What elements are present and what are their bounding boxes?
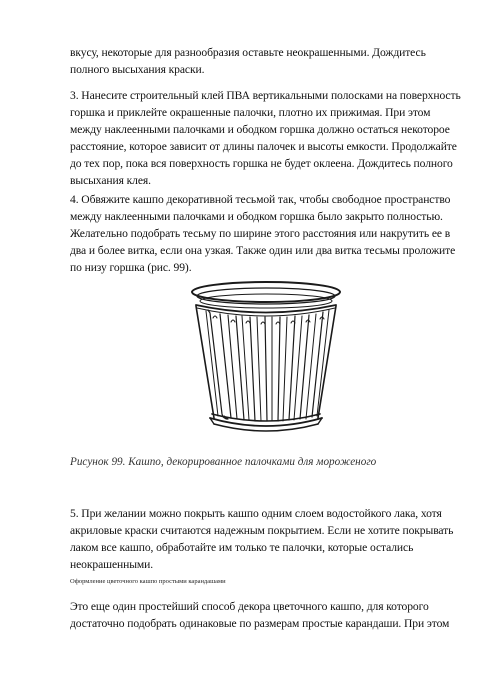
paragraph-paint-drying <box>70 44 450 78</box>
pot-illustration <box>186 278 346 440</box>
text-line: до тех пор, пока вся поверхность горшка не будет оклеена. Дождитесь полного <box>70 157 453 170</box>
text-line: высыхания клея. <box>70 174 151 187</box>
section-subheading: Оформление цветочного кашпо простыми карандашами <box>70 578 226 585</box>
text-line: полного высыхания краски. <box>70 63 205 76</box>
text-line: неокрашенными. <box>70 558 154 571</box>
text-line: достаточно подобрать одинаковые по размерам простые карандаши. При этом <box>70 617 450 630</box>
figure-caption: Рисунок 99. Кашпо, декорированное палочками для мороженого <box>70 456 377 468</box>
text-line: по низу горшка (рис. 99). <box>70 261 192 274</box>
text-line: 5. При желании можно покрыть кашпо одним слоем водостойкого лака, хотя <box>70 507 442 520</box>
text-line: акриловые краски считаются надежным покрытием. Если не хотите покрывать <box>70 524 454 537</box>
text-line: 3. Нанесите строительный клей ПВА вертикальными полосками на поверхность <box>70 89 461 102</box>
paragraph-pencils-intro <box>70 598 450 632</box>
paragraph-step-4 <box>70 191 456 276</box>
figure-decorated-pot <box>186 278 346 440</box>
text-line: Желательно подобрать тесьму по ширине этого расстояния или накрутить ее в <box>70 227 451 240</box>
paragraph-step-3 <box>70 87 461 189</box>
text-line: лаком все кашпо, обработайте им только те палочки, которые остались <box>70 541 414 554</box>
text-line: между наклеенными палочками и ободком горшка должно остаться некоторое <box>70 123 450 136</box>
text-line: горшка и приклейте окрашенные палочки, плотно их прижимая. При этом <box>70 106 431 119</box>
paragraph-step-5 <box>70 505 454 573</box>
text-line: расстояние, которое зависит от длины палочек и высоты емкости. Продолжайте <box>70 140 457 153</box>
text-line: Это еще один простейший способ декора цветочного кашпо, для которого <box>70 600 429 613</box>
text-line: между наклеенными палочками и ободком горшка было закрыто полностью. <box>70 210 443 223</box>
text-line: 4. Обвяжите кашпо декоративной тесьмой так, чтобы свободное пространство <box>70 193 451 206</box>
text-line: вкусу, некоторые для разнообразия оставьте неокрашенными. Дождитесь <box>70 46 426 59</box>
text-line: два и более витка, если она узкая. Также один или два витка тесьмы проложите <box>70 244 456 257</box>
